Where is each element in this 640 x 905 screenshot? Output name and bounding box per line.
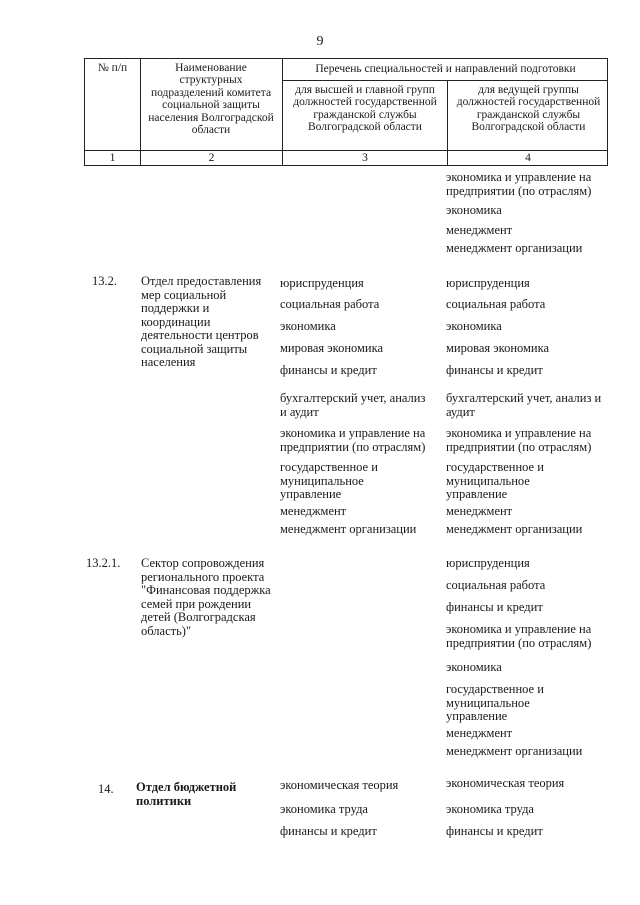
specialty-item: экономика и управление на предприятии (по отраслям) xyxy=(280,426,426,454)
specialty-item: экономическая теория xyxy=(280,778,399,792)
header-num-3: 3 xyxy=(362,152,368,164)
specialty-item: менеджмент организации xyxy=(446,744,583,758)
cont-item: менеджмент xyxy=(446,223,513,237)
specialty-item: менеджмент организации xyxy=(280,522,417,536)
specialty-item: экономика и управление на предприятии (по отраслям) xyxy=(446,622,592,650)
cont-item: менеджмент организации xyxy=(446,241,583,255)
cont-item: экономика и управление на предприятии (по отраслям) xyxy=(446,170,592,198)
section-number: 13.2. xyxy=(92,274,117,288)
cont-item: экономика xyxy=(446,203,502,217)
row-divider xyxy=(85,150,608,151)
specialty-item: экономика труда xyxy=(446,802,534,816)
specialty-item: экономика xyxy=(446,319,502,333)
header-num-2: 2 xyxy=(208,152,215,164)
specialty-item: финансы и кредит xyxy=(446,363,543,377)
specialty-item: юриспруденция xyxy=(446,556,530,570)
specialty-item: бухгалтерский учет, анализ и аудит xyxy=(280,391,426,419)
specialty-item: экономика труда xyxy=(280,802,368,816)
header-col1: № п/п xyxy=(97,62,128,74)
specialty-item: финансы и кредит xyxy=(280,824,377,838)
specialty-item: менеджмент xyxy=(280,504,347,518)
specialty-item: менеджмент xyxy=(446,504,513,518)
specialty-item: государственное и муниципальное управление xyxy=(280,460,378,501)
header-col2: Наименование структурных подразделений комитета социальной защиты населения Волгоградской области xyxy=(148,62,274,137)
specialty-item: государственное и муниципальное управление xyxy=(446,682,544,723)
specialty-item: социальная работа xyxy=(280,297,380,311)
specialty-item: менеджмент организации xyxy=(446,522,583,536)
section-name: Отдел бюджетной политики xyxy=(136,780,237,808)
section-number: 13.2.1. xyxy=(86,556,121,570)
section-number: 14. xyxy=(98,782,114,796)
specialty-item: экономика xyxy=(446,660,502,674)
page-number: 9 xyxy=(316,34,324,49)
specialty-item: бухгалтерский учет, анализ и аудит xyxy=(446,391,602,419)
specialty-item: финансы и кредит xyxy=(446,824,543,838)
specialty-item: финансы и кредит xyxy=(280,363,377,377)
specialty-item: мировая экономика xyxy=(280,341,384,355)
header-col4: для ведущей группы должностей государственной гражданской службы Волгоградской области xyxy=(456,84,601,134)
section-name: Отдел предоставления мер социальной поддержки и координации деятельности центров социальной защиты населения xyxy=(141,274,262,369)
specialty-item: экономика и управление на предприятии (по отраслям) xyxy=(446,426,592,454)
specialty-item: экономическая теория xyxy=(446,776,565,790)
specialty-item: экономика xyxy=(280,319,336,333)
header-num-1: 1 xyxy=(109,152,116,164)
specialty-item: менеджмент xyxy=(446,726,513,740)
row-divider xyxy=(282,80,608,81)
specialty-item: финансы и кредит xyxy=(446,600,543,614)
specialty-item: государственное и муниципальное управление xyxy=(446,460,544,501)
header-col34: Перечень специальностей и направлений подготовки xyxy=(315,63,576,75)
specialty-item: юриспруденция xyxy=(446,276,530,290)
header-col3: для высшей и главной групп должностей государственной гражданской службы Волгоградской области xyxy=(293,84,437,134)
specialty-item: мировая экономика xyxy=(446,341,550,355)
header-table xyxy=(84,58,608,166)
specialty-item: юриспруденция xyxy=(280,276,364,290)
specialty-item: социальная работа xyxy=(446,297,546,311)
header-num-4: 4 xyxy=(525,152,531,164)
specialty-item: социальная работа xyxy=(446,578,546,592)
section-name: Сектор сопровождения регионального проекта "Финансовая поддержка семей при рождении детей (Волгоградская область)" xyxy=(141,556,271,638)
